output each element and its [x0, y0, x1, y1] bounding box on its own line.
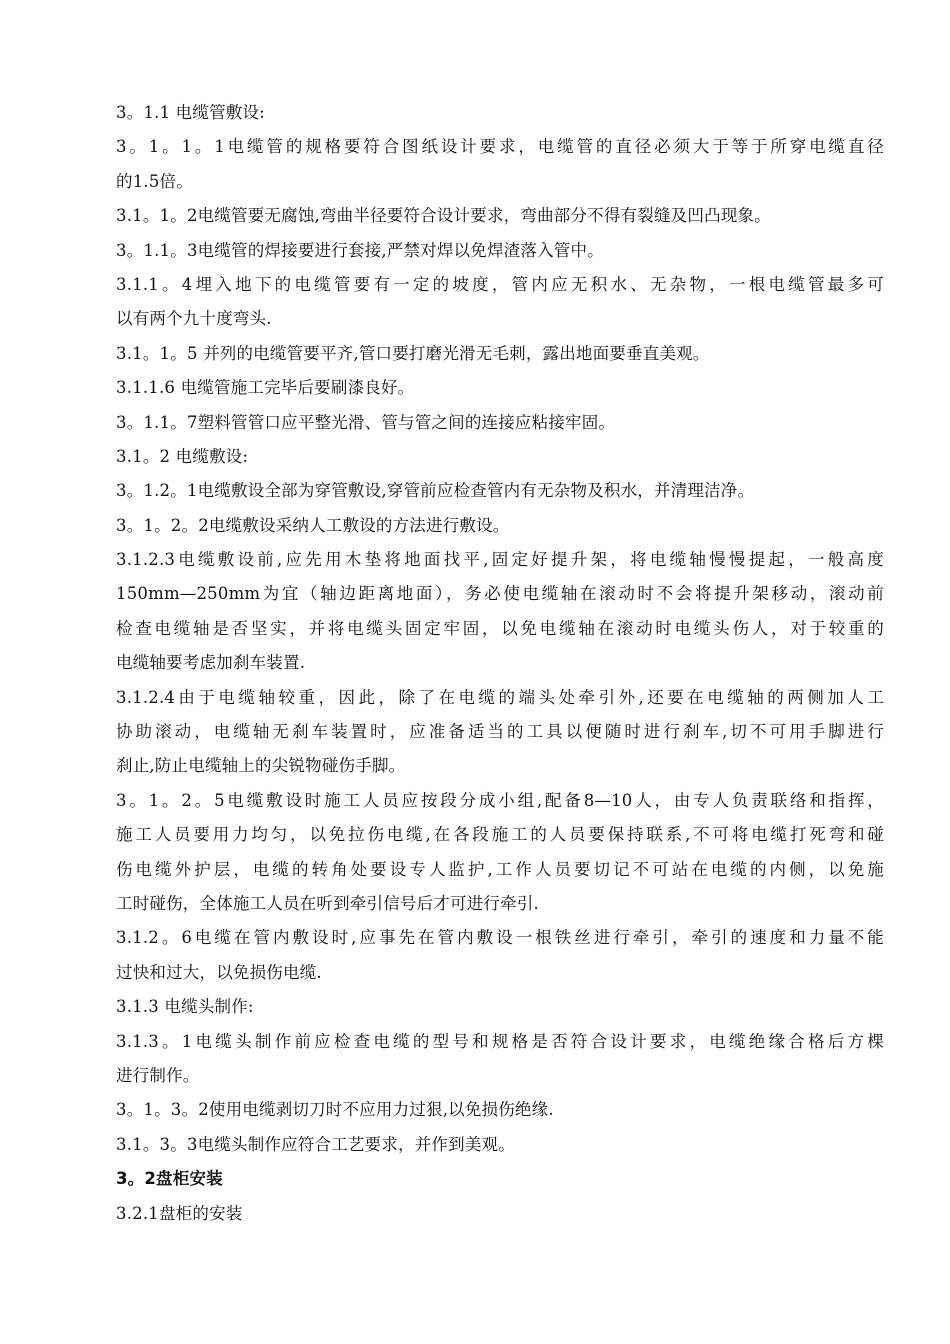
text-line: 3.1.2.4由于电缆轴较重，因此，除了在电缆的端头处牵引外,还要在电缆轴的两侧加人工 [116, 687, 884, 707]
text-line: 3。1.1 电缆管敷设: [116, 103, 265, 122]
section-heading: 3。2盘柜安装 [116, 1169, 223, 1189]
text-line: 刹止,防止电缆轴上的尖锐物碰伤手脚。 [116, 756, 406, 776]
text-line: 150mm—250mm为宜（轴边距离地面），务必使电缆轴在滚动时不会将提升架移动，滚动前 [116, 584, 884, 604]
text-line: 过快和过大，以免损伤电缆. [116, 962, 322, 982]
text-line: 检查电缆轴是否坚实，并将电缆头固定牢固，以免电缆轴在滚动时电缆头伤人，对于较重的 [116, 618, 884, 638]
text-line: 3.1。3。3电缆头制作应符合工艺要求，并作到美观。 [116, 1134, 515, 1154]
document-body [116, 96, 884, 1231]
text-line: 3.1.3。1电缆头制作前应检查电缆的型号和规格是否符合设计要求，电缆绝缘合格后方棵 [116, 1031, 884, 1051]
text-line: 3。1.2。1电缆敷设全部为穿管敷设,穿管前应检查管内有无杂物及积水，并清理洁净。 [116, 481, 755, 501]
text-line: 3。1。1。1电缆管的规格要符合图纸设计要求，电缆管的直径必须大于等于所穿电缆直径 [116, 137, 884, 157]
text-line: 3.1.2.3电缆敷设前,应先用木垫将地面找平,固定好提升架，将电缆轴慢慢提起，一般高度 [116, 550, 884, 570]
text-line: 伤电缆外护层，电缆的转角处要设专人监护,工作人员要切记不可站在电缆的内侧，以免施 [116, 859, 884, 879]
text-line: 3.1。1。2电缆管要无腐蚀,弯曲半径要符合设计要求，弯曲部分不得有裂缝及凹凸现象。 [116, 206, 771, 226]
text-line: 3。1。3。2使用电缆剥切刀时不应用力过狠,以免损伤绝缘. [116, 1100, 554, 1120]
text-line: 3.1.2。6电缆在管内敷设时,应事先在管内敷设一根铁丝进行牵引，牵引的速度和力量不能 [116, 928, 884, 948]
text-line: 的1.5倍。 [116, 171, 193, 191]
text-line: 进行制作。 [116, 1065, 200, 1085]
text-line: 3.1.3 电缆头制作: [116, 997, 254, 1017]
text-line: 3。1.1。3电缆管的焊接要进行套接,严禁对焊以免焊渣落入管中。 [116, 240, 604, 260]
text-line: 3。1.1。7塑料管管口应平整光滑、管与管之间的连接应粘接牢固。 [116, 412, 616, 432]
text-line: 3.1.1.6 电缆管施工完毕后要刷漆良好。 [116, 378, 415, 398]
text-line: 电缆轴要考虑加刹车装置. [116, 653, 306, 673]
text-line: 3.1。2 电缆敷设: [116, 446, 249, 466]
text-line: 工时碰伤，全体施工人员在听到牵引信号后才可进行牵引. [116, 893, 539, 913]
text-line: 协助滚动，电缆轴无刹车装置时，应准备适当的工具以便随时进行刹车,切不可用手脚进行 [116, 722, 884, 742]
text-line: 3.1.1。4埋入地下的电缆管要有一定的坡度，管内应无积水、无杂物，一根电缆管最多可 [116, 274, 884, 294]
text-line: 3.2.1盘柜的安装 [116, 1203, 243, 1223]
text-line: 施工人员要用力均匀，以免拉伤电缆,在各段施工的人员要保持联系,不可将电缆打死弯和碰 [116, 825, 884, 845]
text-line: 3。1。2。2电缆敷设采纳人工敷设的方法进行敷设。 [116, 515, 510, 535]
text-line: 3。1。2。5电缆敷设时施工人员应按段分成小组,配备8—10人，由专人负责联络和指挥， [116, 790, 884, 810]
text-line: 以有两个九十度弯头. [116, 309, 272, 329]
text-line: 3.1。1。5 并列的电缆管要平齐,管口要打磨光滑无毛刺，露出地面要垂直美观。 [116, 343, 710, 363]
